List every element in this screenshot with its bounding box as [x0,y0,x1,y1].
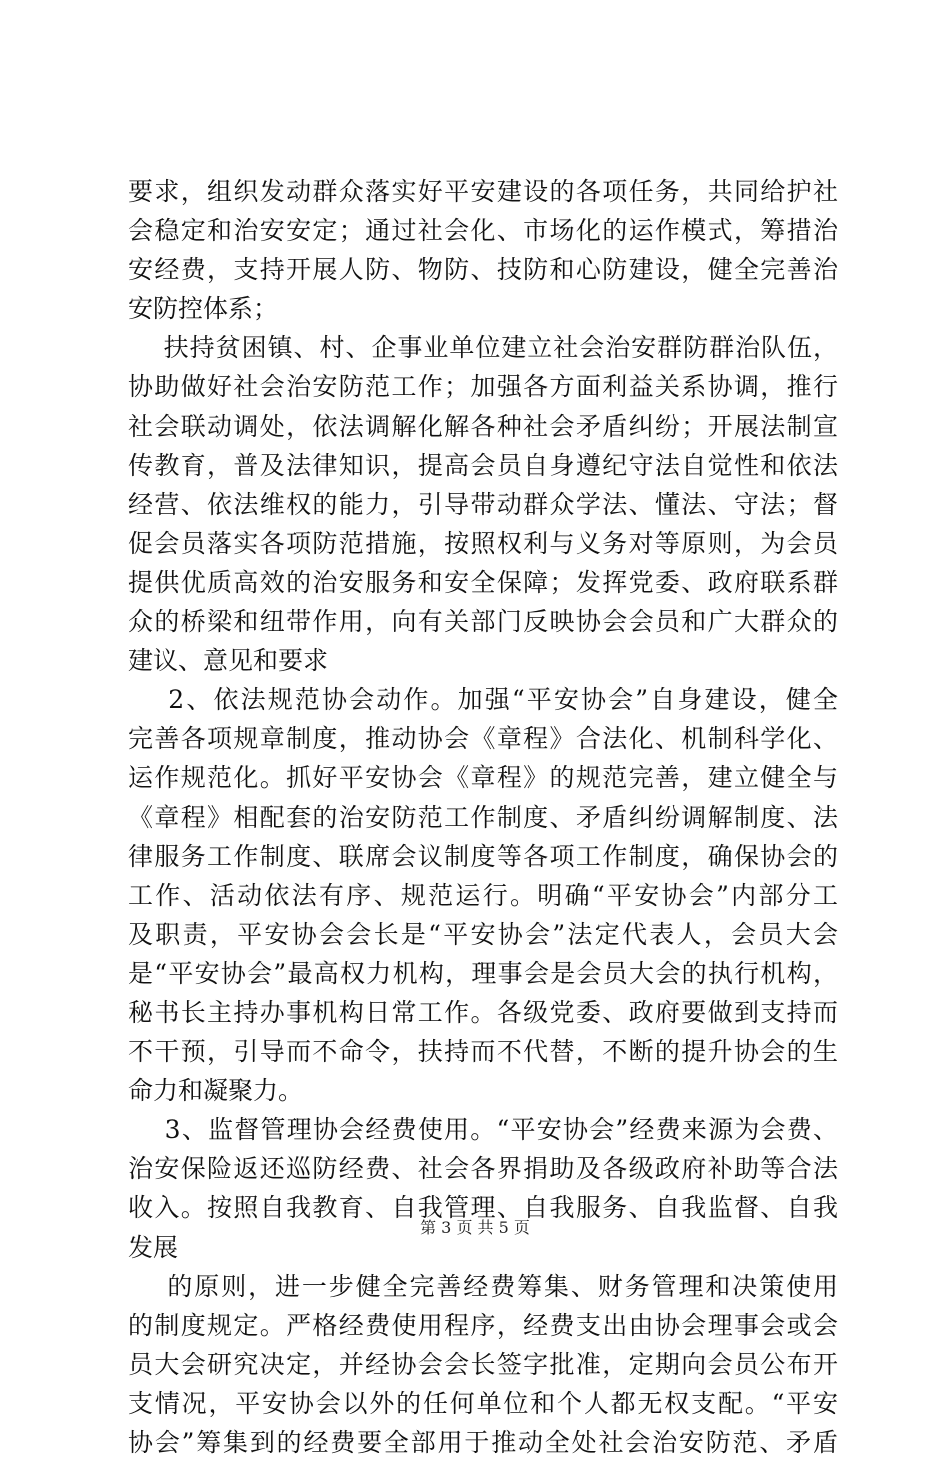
text-line: 3、监督管理协会经费使用。“平安协会”经费来源为会费、 [128,1115,838,1145]
text-line: 及职责，平安协会会长是“平安协会”法定代表人，会员大会 [128,919,838,949]
text-line: 要求，组织发动群众落实好平安建设的各项任务，共同给护社 [128,177,838,206]
page-footer: 第 3 页 共 5 页 [420,1218,530,1237]
text-line: 协助做好社会治安防范工作；加强各方面利益关系协调，推行 [128,372,838,402]
text-line: 命力和凝聚力。 [128,1076,304,1106]
text-line: 是“平安协会”最高权力机构，理事会是会员大会的执行机构， [128,958,838,988]
text-line: 支情况，平安协会以外的任何单位和个人都无权支配。“平安 [128,1388,838,1418]
text-line: 社会联动调处，依法调解化解各种社会矛盾纠纷；开展法制宣 [128,411,838,441]
text-line: 2、依法规范协会动作。加强“平安协会”自身建设，健全 [128,685,838,715]
text-line: 律服务工作制度、联席会议制度等各项工作制度，确保协会的 [128,841,838,871]
text-line: 安防控体系； [128,294,279,324]
text-line: 工作、活动依法有序、规范运行。明确“平安协会”内部分工 [128,880,838,910]
text-line: 不干预，引导而不命令，扶持而不代替，不断的提升协会的生 [128,1037,838,1067]
text-line: 收入。按照自我教育、自我管理、自我服务、自我监督、自我 [128,1193,838,1223]
text-line: 提供优质高效的治安服务和安全保障；发挥党委、政府联系群 [128,567,838,597]
text-line: 建议、意见和要求 [128,646,329,676]
text-line: 会稳定和治安安定；通过社会化、市场化的运作模式，筹措治 [128,216,838,246]
text-line: 经营、依法维权的能力，引导带动群众学法、懂法、守法；督 [128,489,838,519]
text-line: 发展 [128,1232,179,1262]
text-line: 运作规范化。抓好平安协会《章程》的规范完善，建立健全与 [128,763,838,793]
text-line: 的原则，进一步健全完善经费筹集、财务管理和决策使用 [128,1271,838,1301]
text-line: 促会员落实各项防范措施，按照权利与义务对等原则，为会员 [128,528,838,558]
text-line: 员大会研究决定，并经协会会长签字批准，定期向会员公布开 [128,1349,838,1379]
text-line: 传教育，普及法律知识，提高会员自身遵纪守法自觉性和依法 [128,450,838,480]
text-line: 的制度规定。严格经费使用程序，经费支出由协会理事会或会 [128,1310,838,1340]
text-line: 协会”筹集到的经费要全部用于推动全处社会治安防范、矛盾 [128,1428,838,1457]
document-body [128,172,838,1462]
text-line: 完善各项规章制度，推动协会《章程》合法化、机制科学化、 [128,724,838,754]
text-line: 众的桥梁和纽带作用，向有关部门反映协会会员和广大群众的 [128,607,838,637]
text-line: 《章程》相配套的治安防范工作制度、矛盾纠纷调解制度、法 [128,802,838,832]
text-line: 秘书长主持办事机构日常工作。各级党委、政府要做到支持而 [128,997,838,1027]
text-line: 安经费，支持开展人防、物防、技防和心防建设，健全完善治 [128,255,838,285]
text-line: 治安保险返还巡防经费、社会各界捐助及各级政府补助等合法 [128,1154,838,1184]
text-line: 扶持贫困镇、村、企事业单位建立社会治安群防群治队伍， [128,333,838,363]
